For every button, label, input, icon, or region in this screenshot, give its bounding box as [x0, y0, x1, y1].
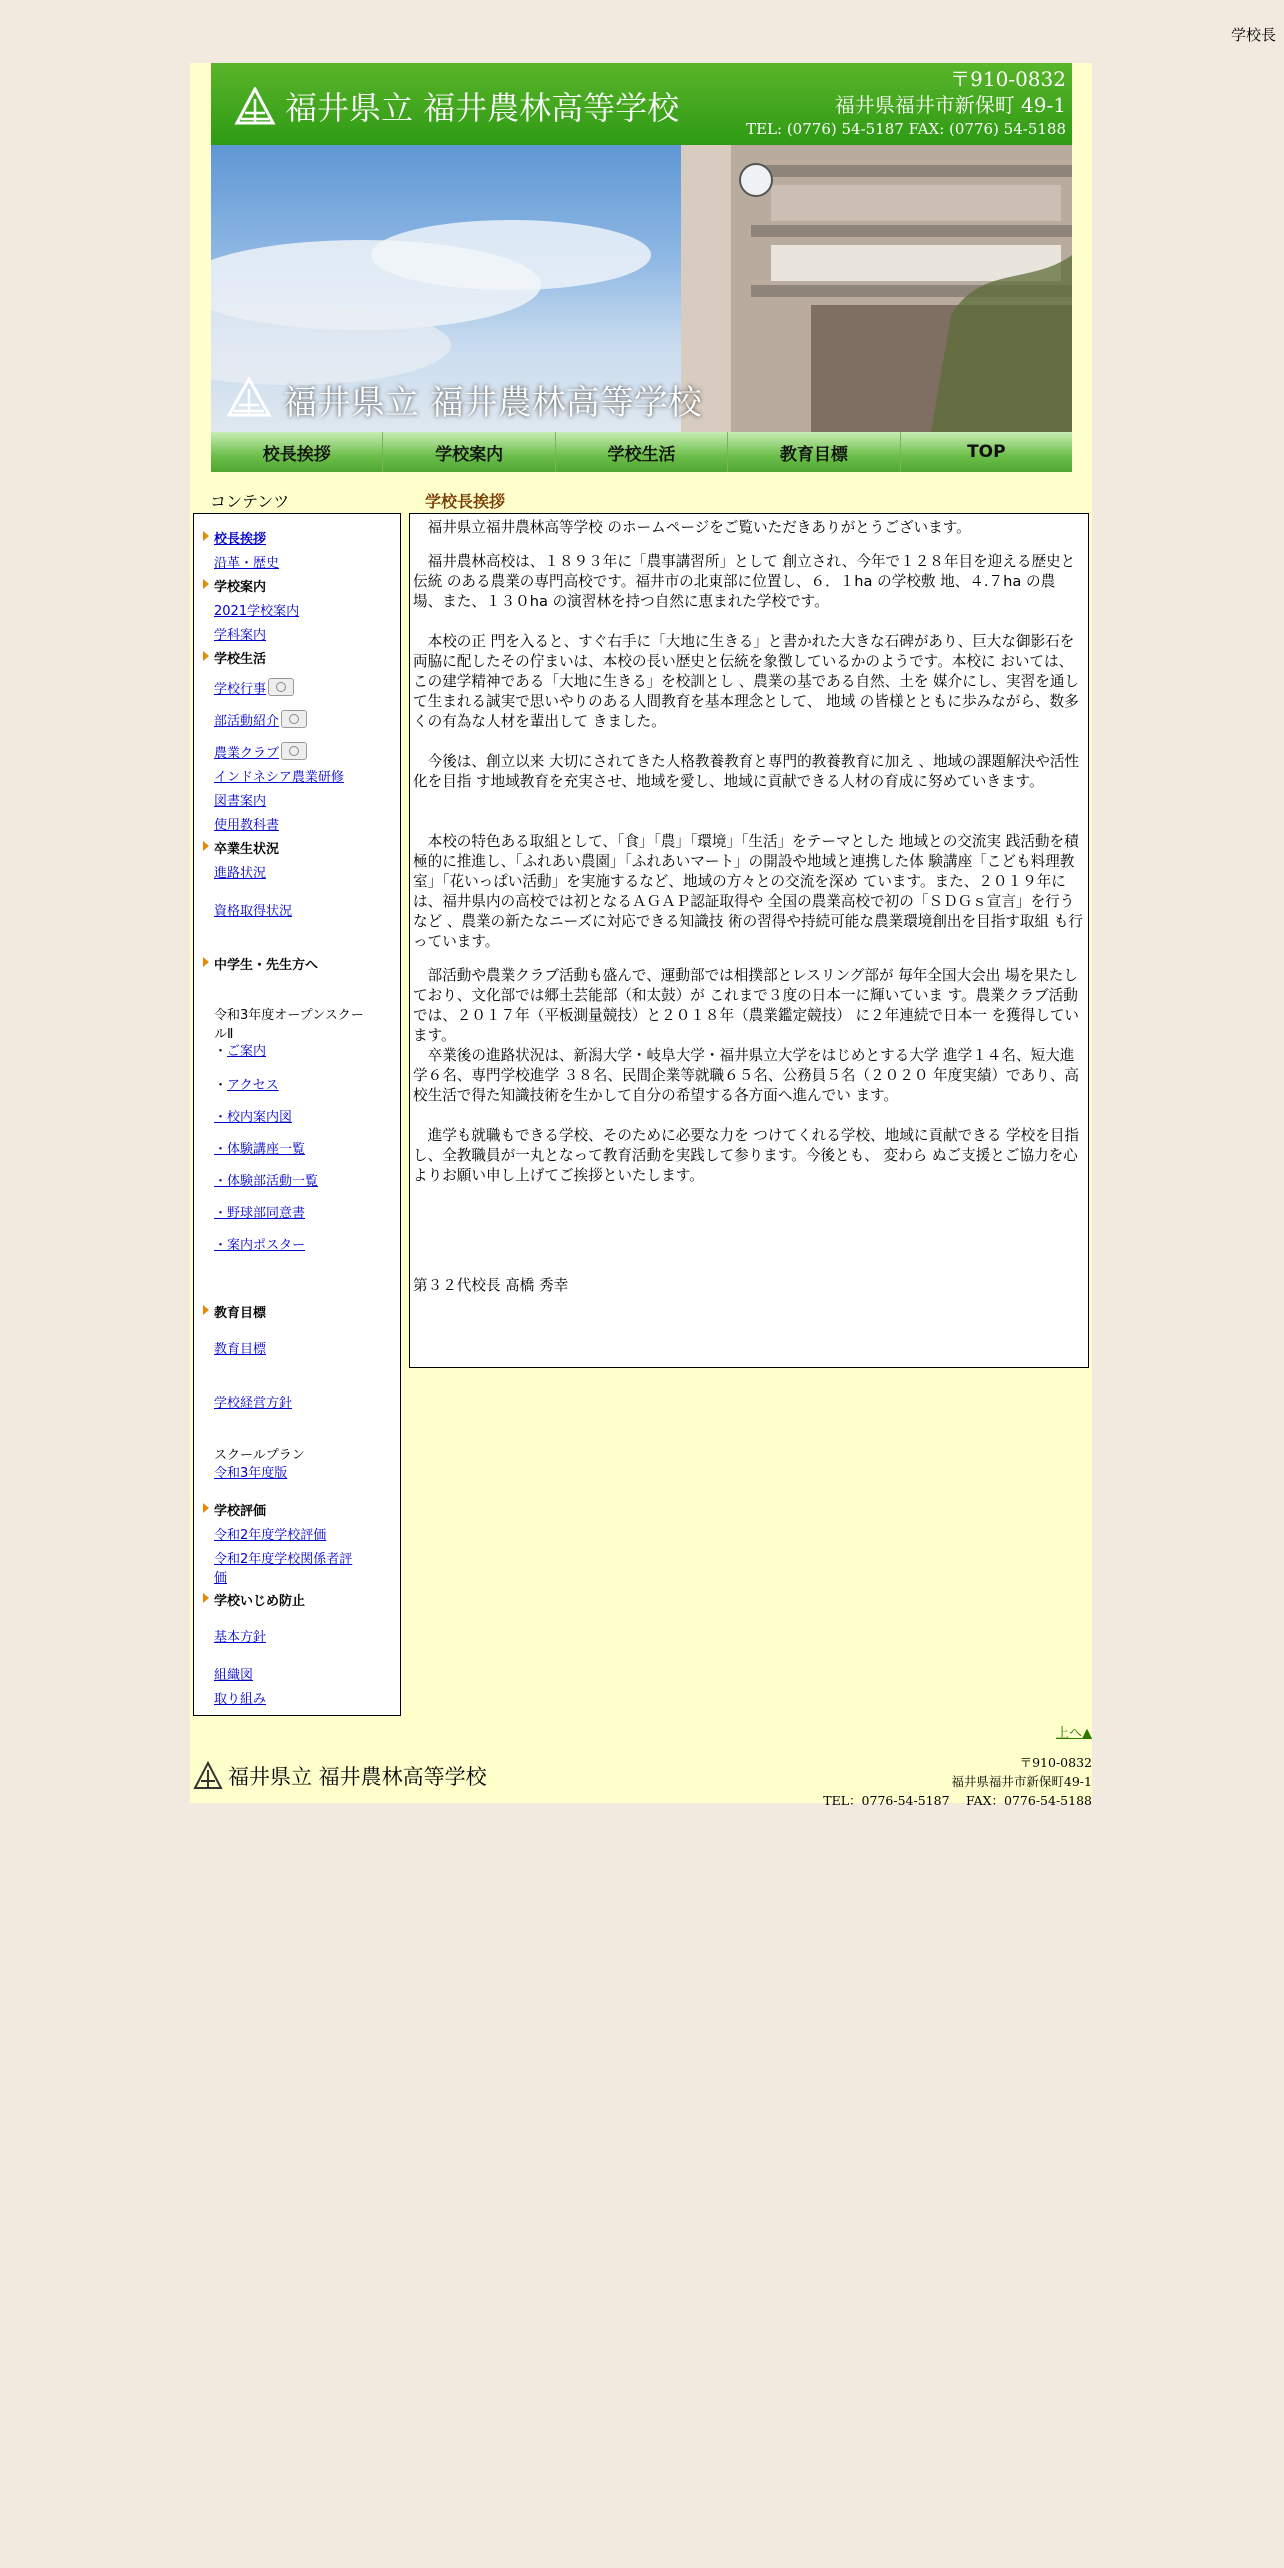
nav-top[interactable]: TOP: [901, 432, 1072, 472]
sidebar-link[interactable]: 2021学校案内: [214, 604, 300, 619]
sidebar-link[interactable]: 使用教科書: [214, 818, 280, 833]
nav-greeting[interactable]: 校長挨拶: [211, 432, 383, 472]
sidebar-item[interactable]: [214, 528, 364, 547]
sidebar-link[interactable]: 学校行事: [214, 682, 267, 697]
to-top-link[interactable]: 上へ▲: [1056, 1726, 1092, 1741]
sidebar-link[interactable]: 教育目標: [214, 1342, 267, 1357]
sidebar-item: [214, 954, 364, 973]
sidebar-heading: 学校案内: [214, 580, 267, 595]
sidebar-link[interactable]: 令和2年度学校評価: [214, 1528, 327, 1543]
sidebar-link[interactable]: 令和2年度学校関係者評価: [214, 1552, 353, 1586]
greeting-paragraph: 今後は、創立以来 大切にされてきた人格教養教育と専門的教養教育に加え 、地域の課題解決や活性化を目指 す地域教育を充実させ、地域を愛し、地域に貢献できる人材の育成に努めていきます。: [413, 753, 1080, 790]
footer-tel-fax: TEL：0776-54-5187 FAX：0776-54-5188: [823, 1793, 1092, 1808]
footer-zip: 〒910-0832: [1019, 1755, 1092, 1770]
sidebar-item[interactable]: [214, 600, 364, 619]
camera-icon: [268, 678, 294, 696]
sidebar-item[interactable]: [214, 1234, 364, 1253]
sidebar-item[interactable]: [214, 1202, 364, 1221]
school-logo-icon: [231, 87, 279, 127]
footer-address: 福井県福井市新保町49-1: [951, 1774, 1092, 1789]
sidebar-item[interactable]: [214, 710, 364, 729]
arrow-right-icon: [203, 841, 209, 851]
sidebar-item[interactable]: [214, 552, 364, 571]
sidebar-item[interactable]: [214, 862, 364, 881]
corner-label: 学校長: [1230, 26, 1276, 44]
sidebar-item[interactable]: [214, 624, 364, 643]
sidebar-item[interactable]: [214, 1338, 364, 1357]
nav-school-life[interactable]: 学校生活: [556, 432, 728, 472]
sidebar-link[interactable]: 学科案内: [214, 628, 267, 643]
arrow-right-icon: [203, 1305, 209, 1315]
greeting-paragraph: 本校の特色ある取組として、「食」「農」「環境」「生活」をテーマとした 地域との交流実 践活動を積極的に推進し、「ふれあい農園」「ふれあいマート」の開設や地域と連携した体 験講座「こども料理教室」「花いっぱい活動」を実施するなど、地域の方々との交流を深め ています。また、２０１９年には、福井県内の高校では初となるＡＧＡＰ認証取得や 全国の農業高校で初の「ＳＤＧｓ宣言」を行うなど 、農業の新たなニーズに対応できる知識技 術の習得や持続可能な農業環境創出を目指す取組 も行っています。: [413, 833, 1083, 950]
sidebar-item[interactable]: [214, 814, 364, 833]
greeting-paragraph: 進学も就職もできる学校、そのために必要な力を つけてくれる学校、地域に貢献できる 学校を目指し、全教職員が一丸となって教育活動を実践して参ります。今後とも、 変わら ぬご支援とご協力を心よりお願い申し上げてご挨拶といたします。: [413, 1127, 1080, 1184]
sidebar: [193, 513, 401, 1716]
sidebar-link[interactable]: 農業クラブ: [214, 746, 280, 761]
sidebar-link[interactable]: ・体験講座一覧: [214, 1142, 306, 1157]
sidebar-link[interactable]: 基本方針: [214, 1630, 267, 1645]
sidebar-item: [214, 1500, 364, 1519]
sidebar-item[interactable]: [214, 1040, 364, 1059]
sidebar-link[interactable]: ・体験部活動一覧: [214, 1174, 319, 1189]
page-title: 学校長挨拶: [425, 492, 506, 511]
sidebar-heading: 中学生・先生方へ: [214, 958, 319, 973]
sidebar-heading: 教育目標: [214, 1306, 267, 1321]
sidebar-item[interactable]: [214, 766, 364, 785]
sidebar-item[interactable]: [214, 678, 364, 697]
sidebar-text: 令和3年度オープンスクールⅡ: [214, 1008, 364, 1042]
sidebar-item[interactable]: [214, 1548, 364, 1586]
camera-icon: [281, 742, 307, 760]
arrow-right-icon: [203, 957, 209, 967]
sidebar-item[interactable]: [214, 1688, 364, 1707]
greeting-paragraph: 本校の正 門を入ると、すぐ右手に「大地に生きる」と書かれた大きな石碑があり、巨大な御影石を 両脇に配したその佇まいは、本校の長い歴史と伝統を象徴しているかのようです。本校に おいては、この建学精神である「大地に生きる」を校訓とし 、農業の基である自然、土を 媒介にし、実習を通して生まれる誠実で思いやりのある人間教育を基本理念として、 地域 の皆様とともに歩みながら、数多くの有為な人材を輩出して きました。: [413, 633, 1080, 730]
arrow-right-icon: [203, 531, 209, 541]
sidebar-item: [214, 1444, 364, 1463]
sidebar-item[interactable]: [214, 1170, 364, 1189]
sidebar-link[interactable]: ご案内: [227, 1044, 267, 1059]
arrow-right-icon: [203, 1593, 209, 1603]
sidebar-link[interactable]: 進路状況: [214, 866, 267, 881]
sidebar-item: [214, 1302, 364, 1321]
sidebar-link[interactable]: 取り組み: [214, 1692, 267, 1707]
sidebar-item[interactable]: [214, 790, 364, 809]
sidebar-link[interactable]: 沿革・歴史: [214, 556, 280, 571]
sidebar-item[interactable]: [214, 1138, 364, 1157]
sidebar-link[interactable]: 資格取得状況: [214, 904, 293, 919]
sidebar-heading: 学校評価: [214, 1504, 267, 1519]
sidebar-item[interactable]: [214, 1524, 364, 1543]
sidebar-item[interactable]: [214, 900, 364, 919]
greeting-paragraph: 福井農林高校は、１８９３年に「農事講習所」として 創立され、今年で１２８年目を迎える歴史と伝統 のある農業の専門高校です。福井市の北東部に位置し、６．１ha の学校敷 地、４.７ha の農場、また、１３０ha の演習林を持つ自然に恵まれた学校です。: [413, 553, 1076, 610]
sidebar-item[interactable]: [214, 1392, 364, 1411]
sidebar-link[interactable]: インドネシア農業研修: [214, 770, 344, 785]
main-nav: [211, 432, 1072, 472]
sidebar-link[interactable]: アクセス: [227, 1078, 279, 1093]
sidebar-bullet: ・: [214, 1044, 228, 1059]
header-band: [211, 63, 1072, 145]
sidebar-item: [214, 1004, 364, 1042]
sidebar-item[interactable]: [214, 742, 364, 761]
header-photo: [211, 145, 1072, 432]
nav-education-goals[interactable]: 教育目標: [728, 432, 900, 472]
header-zip: 〒910-0832: [950, 67, 1066, 91]
sidebar-heading[interactable]: 校長挨拶: [214, 532, 267, 547]
sidebar-heading: 学校いじめ防止: [214, 1594, 306, 1609]
sidebar-item: [214, 1590, 364, 1609]
photo-logo-icon: [225, 377, 273, 419]
header-address: 福井県福井市新保町 49-1: [834, 93, 1066, 117]
greeting-paragraph: 卒業後の進路状況は、新潟大学・岐阜大学・福井県立大学をはじめとする大学 進学１４名、短大進学６名、専門学校進学 ３８名、民間企業等就職６５名、公務員５名（２０２０ 年度実績）であり、高校生活で得た知識技術を生かして自分の希望する各方面へ進んでい ます。: [413, 1047, 1080, 1104]
sidebar-link[interactable]: ・案内ポスター: [214, 1238, 306, 1253]
footer-logo-icon: [193, 1761, 223, 1791]
sidebar-link[interactable]: 令和3年度版: [214, 1466, 288, 1481]
sidebar-heading: 学校生活: [214, 652, 267, 667]
sidebar-link[interactable]: ・校内案内図: [214, 1110, 293, 1125]
nav-school-guide[interactable]: 学校案内: [383, 432, 555, 472]
header-school-name: 福井県立 福井農林高等学校: [285, 89, 680, 127]
photo-school-name: 福井県立 福井農林高等学校: [283, 383, 702, 423]
arrow-right-icon: [203, 651, 209, 661]
sidebar-item[interactable]: [214, 1106, 364, 1125]
sidebar-item: [214, 648, 364, 667]
header-address-block: [746, 66, 1066, 140]
arrow-right-icon: [203, 579, 209, 589]
sidebar-item[interactable]: [214, 1462, 364, 1481]
sidebar-item[interactable]: [214, 1626, 364, 1645]
sidebar-link[interactable]: 部活動紹介: [214, 714, 280, 729]
arrow-right-icon: [203, 1503, 209, 1513]
sidebar-link[interactable]: 学校経営方針: [214, 1396, 293, 1411]
sidebar-link[interactable]: 図書案内: [214, 794, 267, 809]
page-container: [190, 63, 1092, 1808]
sidebar-link[interactable]: ・野球部同意書: [214, 1206, 306, 1221]
footer-address-block: [823, 1753, 1092, 1810]
sidebar-item[interactable]: [214, 1664, 364, 1683]
greeting-paragraph: 福井県立福井農林高等学校 のホームページをご覧いただきありがとうございます。: [413, 519, 971, 536]
footer-school-name: 福井県立 福井農林高等学校: [228, 1765, 487, 1789]
sidebar-item: [214, 576, 364, 595]
sidebar-bullet: ・: [214, 1078, 228, 1093]
camera-icon: [281, 710, 307, 728]
sidebar-text: スクールプラン: [214, 1448, 305, 1463]
header-tel-fax: TEL: (0776) 54-5187 FAX: (0776) 54-5188: [746, 120, 1066, 138]
sidebar-heading: 卒業生状況: [214, 842, 280, 857]
sidebar-item: [214, 838, 364, 857]
sidebar-item[interactable]: [214, 1074, 364, 1093]
greeting-paragraph: 部活動や農業クラブ活動も盛んで、運動部では相撲部とレスリング部が 毎年全国大会出 場を果たしており、文化部では郷土芸能部（和太鼓）が これまで３度の日本一に輝いていま す。農業クラブ活動では、２０１７年（平板測量競技）と２０１８年（農業鑑定競技） に２年連続で日本一 を獲得しています。: [413, 967, 1080, 1044]
sidebar-title: コンテンツ: [210, 492, 290, 511]
main-content: [409, 513, 1089, 1368]
site-header: [211, 63, 1072, 472]
sidebar-link[interactable]: 組織図: [214, 1668, 254, 1683]
principal-signature: 第３２代校長 髙橋 秀幸: [413, 1277, 569, 1294]
